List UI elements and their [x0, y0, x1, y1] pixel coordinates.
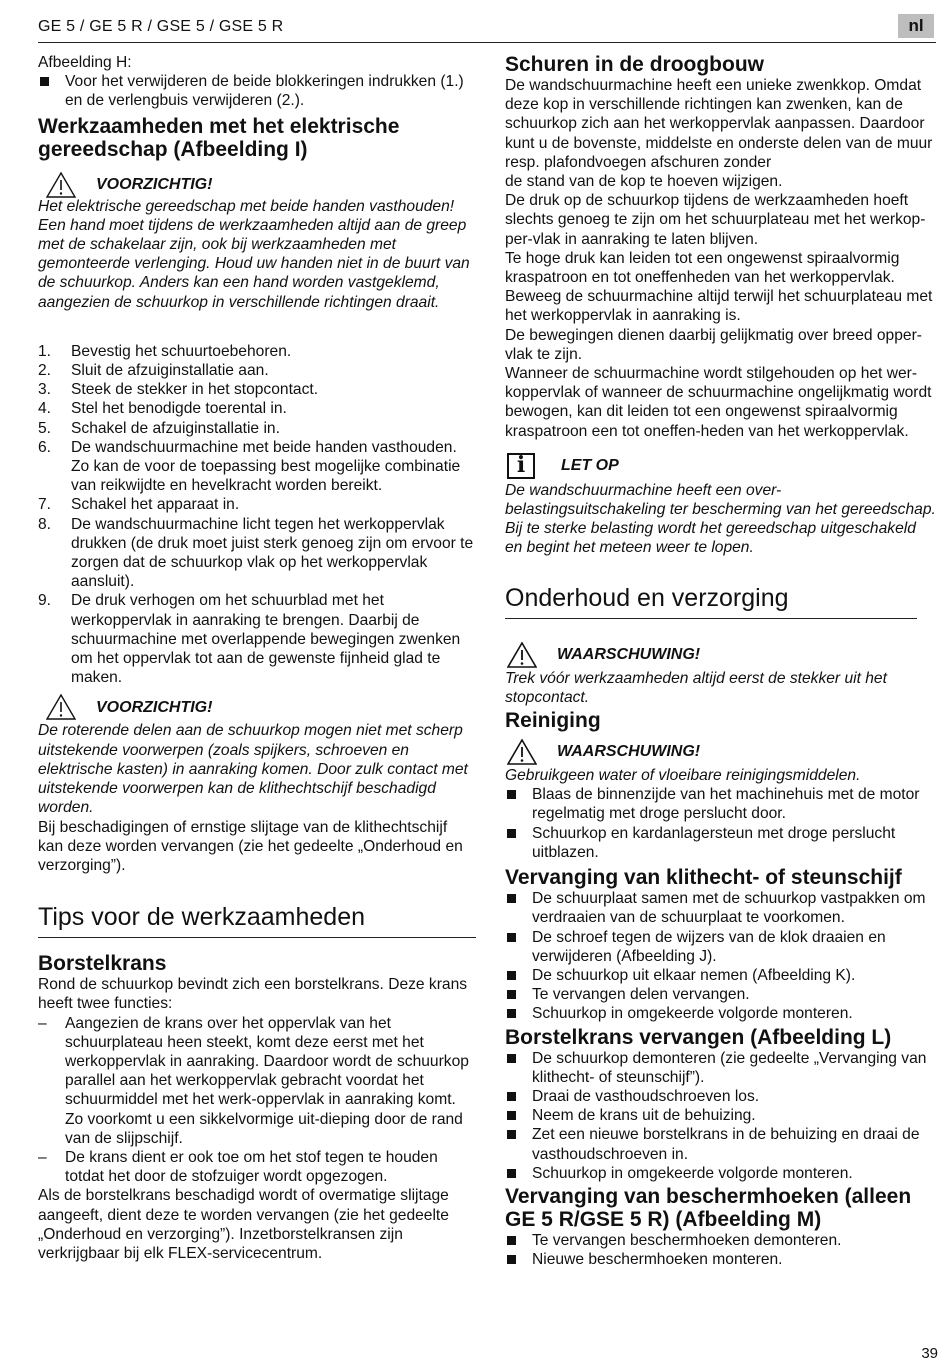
list-item-text: De schuurkop uit elkaar nemen (Afbeelding K). [532, 966, 856, 984]
right-column [505, 53, 937, 1269]
info-icon: i [507, 453, 535, 479]
step-number: 8. [38, 515, 52, 533]
subheading-corner-replace: Vervanging van beschermhoeken (alleen GE 5 R/GSE 5 R) (Afbeelding M) [505, 1184, 912, 1231]
warning-triangle-icon [507, 642, 537, 668]
step-number: 1. [38, 342, 52, 360]
note-text: De wandschuurmachine heeft een over-belastingsuitschakeling ter bescherming van het gereedschap. Bij te sterke belasting wordt het gereedschap uitgeschakeld en begint het meteen weer te lopen. [505, 481, 936, 557]
caution-label: VOORZICHTIG! [96, 176, 213, 193]
bullet-icon [507, 894, 516, 903]
step-item [38, 495, 476, 514]
warning-header [505, 641, 937, 669]
step-text: Bevestig het schuurtoebehoren. [71, 342, 292, 360]
section-heading-dry: Schuren in de droogbouw [505, 53, 764, 76]
dash-icon: – [38, 1014, 47, 1032]
step-number: 6. [38, 438, 52, 456]
bullet-icon [507, 1092, 516, 1101]
list-item [505, 928, 937, 966]
list-item [505, 1049, 937, 1087]
paragraph: Te hoge druk kan leiden tot een ongewenst spiraalvormig kraspatroon en tot oneffenheden van het werkoppervlak. [505, 249, 900, 287]
figure-h-caption: Afbeelding H: [38, 54, 132, 71]
step-text: De wandschuurmachine met beide handen vasthouden. Zo kan de voor de toepassing best mogelijke combinatie van reikwijdte en hevelkracht worden bereikt. [71, 438, 461, 495]
note-header [505, 451, 937, 481]
list-item-text: Nieuwe beschermhoeken monteren. [532, 1251, 783, 1269]
paragraph: Beweeg de schuurmachine altijd terwijl het schuurplateau met het werkoppervlak in aanraking is. [505, 288, 933, 325]
left-column [38, 53, 476, 1263]
dry-paragraphs [505, 76, 937, 441]
list-item: Voor het verwijderen de beide blokkeringen indrukken (1.) en de verlengbuis verwijderen (2.). [38, 72, 476, 110]
list-item-text: Draai de vasthoudschroeven los. [532, 1087, 760, 1105]
list-item-text: De schuurplaat samen met de schuurkop vastpakken om verdraaien van de schuurplaat te voorkomen. [532, 890, 926, 927]
bullet-icon [507, 829, 516, 838]
list-item [505, 785, 937, 823]
list-item [505, 1250, 937, 1269]
warning-header [505, 738, 937, 766]
brush-intro: Rond de schuurkop bevindt zich een borstelkrans. Deze krans heeft twee functies: [38, 976, 468, 1013]
steps-list [38, 342, 476, 688]
brush-replace-list [505, 1049, 937, 1183]
bullet-icon [507, 1111, 516, 1120]
bullet-icon [507, 990, 516, 999]
list-item-text: De schroef tegen de wijzers van de klok draaien en verwijderen (Afbeelding J). [532, 928, 886, 965]
list-item [505, 1231, 937, 1250]
list-item-text: Schuurkop en kardanlagersteun met droge perslucht uitblazen. [532, 824, 896, 861]
list-item [38, 1014, 476, 1148]
list-item-text: Te vervangen beschermhoeken demonteren. [532, 1231, 842, 1249]
list-item [38, 1148, 476, 1186]
list-item-text: Aangezien de krans over het oppervlak van het schuurplateau heen steekt, komt deze eerst met het werkoppervlak in aanraking. Daardoor wordt de schuurkop parallel aan het werkoppervlak gebracht voordat het schuurmiddel met het werk-oppervlak in aanraking komt. Zo voorkomt u een sikkelvormige uit-dieping door de rand van de slijpschijf. [65, 1014, 469, 1147]
bullet-icon [507, 1009, 516, 1018]
list-item [505, 1164, 937, 1183]
list-item [505, 889, 937, 927]
corner-replace-list [505, 1231, 937, 1269]
list-item-text: Te vervangen delen vervangen. [532, 986, 750, 1004]
bullet-icon [507, 790, 516, 799]
paragraph: de stand van de kop te hoeven wijzigen. [505, 173, 783, 191]
step-item [38, 342, 476, 361]
bullet-icon [507, 1130, 516, 1139]
damage-note: Bij beschadigingen of ernstige slijtage van de klithechtschijf kan deze worden vervangen (zie het gedeelte „Onderhoud en verzorging”). [38, 818, 463, 874]
bullet-icon [507, 1255, 516, 1264]
step-text: Steek de stekker in het stopcontact. [71, 381, 319, 399]
list-item-text: De schuurkop demonteren (zie gedeelte „Vervanging van klithecht- of steunschijf”). [532, 1049, 927, 1086]
warning-triangle-icon [46, 694, 76, 720]
step-item [38, 419, 476, 438]
list-item [505, 1004, 937, 1023]
step-text: De wandschuurmachine licht tegen het werkoppervlak drukken (de druk moet juist sterk genoeg zijn om ervoor te zorgen dat de schuurkop vlak op het werkoppervlak aansluit). [71, 515, 474, 591]
step-item [38, 438, 476, 496]
step-item [38, 399, 476, 418]
step-text: Schakel het apparaat in. [71, 496, 240, 514]
section-heading-tips: Tips voor de werkzaamheden [38, 903, 476, 938]
step-text: Schakel de afzuiginstallatie in. [71, 419, 280, 437]
step-item [38, 515, 476, 592]
list-item [505, 1106, 937, 1125]
list-item-text: Schuurkop in omgekeerde volgorde monteren. [532, 1005, 853, 1023]
warning-triangle-icon [507, 739, 537, 765]
figure-h-list [38, 72, 476, 110]
paragraph: De druk op de schuurkop tijdens de werkzaamheden hoeft slechts genoeg te zijn om het schuurplateau met het werkop-per-vlak in aanraking te laten blijven. [505, 192, 926, 248]
paragraph: De wandschuurmachine heeft een unieke zwenkkop. Omdat deze kop in verschillende richtingen kan zwenken, kan de schuurkop zich aan het werkoppervlak aanpassen. Daardoor kunt u de bovenste, middelste en onderste delen van de muur resp. plafondvoegen afschuren zonder [505, 77, 933, 171]
bullet-icon [507, 933, 516, 942]
list-item-text: Neem de krans uit de behuizing. [532, 1107, 756, 1125]
brush-function-list [38, 1014, 476, 1187]
bullet-icon [507, 971, 516, 980]
page-header [38, 14, 936, 43]
cleaning-list [505, 785, 937, 862]
list-item [505, 1125, 937, 1163]
list-item-text: Blaas de binnenzijde van het machinehuis met de motor regelmatig met droge perslucht door. [532, 786, 920, 823]
caution-text: De roterende delen aan de schuurkop mogen niet met scherp uitstekende voorwerpen (zoals spijkers, schroeven en elektrische kasten) in aanraking komen. Door zulk contact met uitstekende voorwerpen kan de klithechtschijf beschadigd worden. [38, 722, 468, 817]
warning-label: WAARSCHUWING! [557, 743, 701, 761]
step-item [38, 591, 476, 687]
caution-label: VOORZICHTIG! [96, 698, 213, 716]
step-number: 3. [38, 381, 52, 399]
paragraph: Wanneer de schuurmachine wordt stilgehouden op het wer-koppervlak of wanneer de schuurmachine ongelijkmatig wordt bewogen, kan dit leiden tot een ongewenst spiraalvormig kraspatroon een tot oneffen-heden van het werkoppervlak. [505, 365, 932, 440]
warning-label: WAARSCHUWING! [557, 646, 701, 664]
section-heading-work: Werkzaamheden met het elektrische gereedschap (Afbeelding I) [38, 114, 400, 161]
list-item [505, 985, 937, 1004]
bullet-icon [507, 1236, 516, 1245]
step-number: 4. [38, 400, 52, 418]
subheading-velcro: Vervanging van klithecht- of steunschijf [505, 866, 902, 890]
step-item [38, 361, 476, 380]
list-item-text: De krans dient er ook toe om het stof tegen te houden totdat het door de stofzuiger wordt opgezogen. [65, 1148, 438, 1186]
dash-icon: – [38, 1148, 47, 1166]
page-number: 39 [921, 1345, 938, 1362]
model-list: GE 5 / GE 5 R / GSE 5 / GSE 5 R [38, 18, 284, 35]
caution-header [38, 171, 476, 199]
note-label: LET OP [561, 457, 619, 475]
subheading-brush: Borstelkrans [38, 952, 167, 976]
caution-header [38, 693, 476, 721]
list-item [505, 824, 937, 862]
subheading-cleaning: Reiniging [505, 709, 601, 733]
list-item [505, 966, 937, 985]
caution-text: Het elektrische gereedschap met beide handen vasthouden! Een hand moet tijdens de werkzaamheden altijd aan de greep met de schakelaar zijn, ook bij werkzaamheden met gemonteerde verlenging. Houd uw handen niet in de buurt van de schuurkop. Anders kan een hand worden vastgeklemd, aangezien de schuurkop in verschillende richtingen draait. [38, 197, 470, 311]
section-heading-maintenance: Onderhoud en verzorging [505, 584, 917, 619]
warning-text: Gebruikgeen water of vloeibare reinigingsmiddelen. [505, 767, 861, 785]
brush-outro: Als de borstelkrans beschadigd wordt of overmatige slijtage aangeeft, dient deze te worden vervangen (zie het gedeelte „Onderhoud en verzorging”). Inzetborstelkransen zijn verkrijgbaar bij elk FLEX-servicecentrum. [38, 1187, 449, 1262]
bullet-icon [40, 77, 49, 86]
step-number: 9. [38, 592, 52, 610]
list-item [505, 1087, 937, 1106]
step-number: 7. [38, 496, 52, 514]
bullet-icon [507, 1054, 516, 1063]
step-text: De druk verhogen om het schuurblad met het werkoppervlak in aanraking te brengen. Daarbij de schuurmachine met overlappende bewegingen zwenken om het oppervlak tot aan de gewenste fijnheid glad te maken. [71, 592, 461, 687]
step-item [38, 380, 476, 399]
warning-text: Trek vóór werkzaamheden altijd eerst de stekker uit het stopcontact. [505, 669, 887, 706]
paragraph: De bewegingen dienen daarbij gelijkmatig over breed opper-vlak te zijn. [505, 326, 922, 363]
bullet-icon [507, 1169, 516, 1178]
subheading-brush-replace: Borstelkrans vervangen (Afbeelding L) [505, 1025, 892, 1049]
warning-triangle-icon [46, 172, 76, 198]
step-text: Sluit de afzuiginstallatie aan. [71, 362, 269, 380]
language-badge: nl [898, 14, 934, 38]
list-item-text: Schuurkop in omgekeerde volgorde monteren. [532, 1164, 853, 1182]
velcro-list [505, 889, 937, 1023]
step-number: 2. [38, 362, 52, 380]
step-text: Stel het benodigde toerental in. [71, 400, 287, 418]
step-number: 5. [38, 419, 52, 437]
list-item-text: Zet een nieuwe borstelkrans in de behuizing en draai de vasthoudschroeven in. [532, 1126, 920, 1163]
